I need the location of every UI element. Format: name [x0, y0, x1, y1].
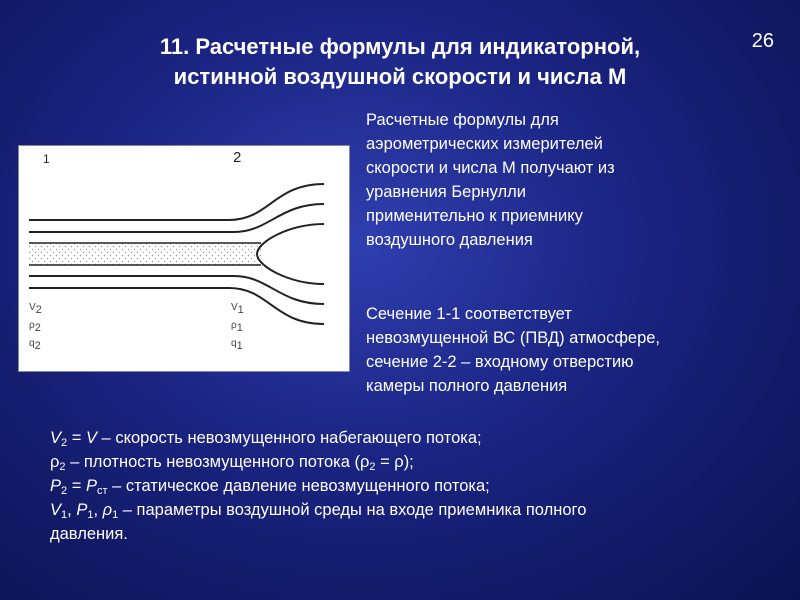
paragraph1-line: Расчетные формулы для	[366, 111, 559, 129]
definition-velocity: $V_2 = V$ – скорость невозмущенного набегающего потока;	[50, 429, 482, 449]
paragraph1-line: скорости и числа М получают из	[366, 159, 615, 177]
left-pressure-label: $q_2$	[29, 338, 41, 352]
section-paragraph	[366, 302, 776, 398]
stagnation-streamline	[257, 224, 324, 284]
paragraph1-line: воздушного давления	[366, 231, 533, 249]
paragraph2-line: камеры полного давления	[366, 377, 568, 395]
paragraph2-line: невозмущенной ВС (ПВД) атмосфере,	[366, 329, 661, 347]
paragraph2-line: сечение 2-2 – входному отверстию	[366, 353, 634, 371]
probe-body	[29, 243, 261, 265]
paragraph1-line: применительно к приемнику	[366, 207, 583, 225]
section-label-1: 1	[43, 152, 50, 166]
right-velocity-label: $V_1$	[231, 302, 244, 316]
definition-inlet-params: $V_1$, $P_1$, $\rho_1$ – параметры воздушной среды на входе приемника полного	[50, 501, 587, 521]
paragraph2-line: Сечение 1-1 соответствует	[366, 305, 572, 323]
definitions-block	[50, 426, 780, 546]
paragraph1-line: аэрометрических измерителей	[366, 135, 603, 153]
slide-title	[60, 32, 740, 92]
streamline-upper-inner	[29, 204, 324, 232]
streamline-drawing	[19, 146, 349, 371]
paragraph1-line: уравнения Бернулли	[366, 183, 526, 201]
section-label-2: 2	[233, 149, 242, 166]
definition-density: $\rho_2$ – плотность невозмущенного потока $(\rho_2 = \rho)$;	[50, 453, 414, 473]
left-density-label: $\rho_2$	[29, 320, 41, 334]
right-density-label: $\rho_1$	[231, 320, 243, 334]
page-number: 26	[751, 30, 774, 52]
title-line-2: истинной воздушной скорости и числа М	[173, 64, 627, 89]
definition-continuation: давления.	[50, 525, 128, 543]
definition-static-pressure: $P_2 = P_{ст}$ – статическое давление невозмущенного потока;	[50, 477, 490, 497]
left-velocity-label: $V_2$	[29, 302, 42, 316]
airflow-diagram	[18, 145, 350, 372]
title-line-1: 11. Расчетные формулы для индикаторной,	[159, 34, 641, 59]
right-pressure-label: $q_1$	[231, 338, 243, 352]
streamline-lower-inner	[29, 276, 324, 304]
bernoulli-paragraph	[366, 108, 776, 252]
